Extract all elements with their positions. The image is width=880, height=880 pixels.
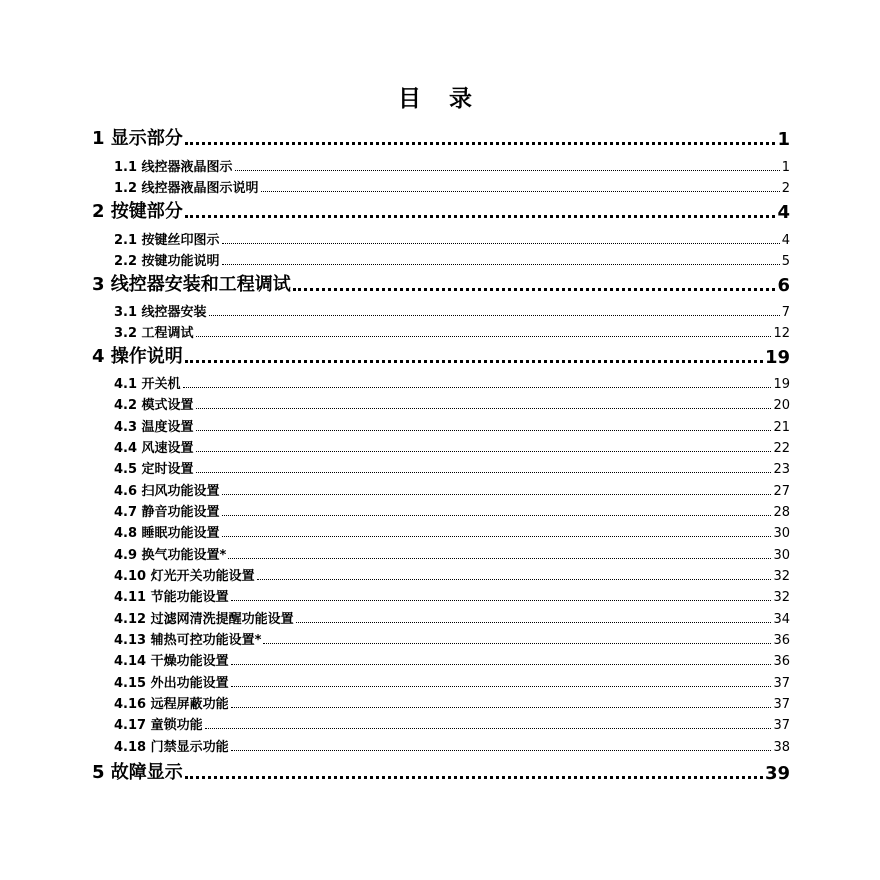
toc-entry-label: 4.2 模式设置 [114,398,194,413]
toc-page-number: 4 [781,233,790,248]
dot-leader [185,215,776,218]
toc-entry-label: 1.1 线控器液晶图示 [114,160,233,175]
toc-page-number: 28 [773,505,790,520]
toc-section-4-12[interactable] [114,607,790,627]
toc-entry-label: 4.3 温度设置 [114,420,194,435]
toc-page-number: 1 [781,160,790,175]
toc-page-number: 36 [773,633,790,648]
toc-chapter-4[interactable] [92,344,790,368]
toc-page-number: 38 [773,740,790,755]
toc-section-4-7[interactable] [114,500,790,520]
toc-entry-label: 4.7 静音功能设置 [114,505,220,520]
toc-entry-label: 4.9 换气功能设置* [114,548,227,563]
toc-section-4-17[interactable] [114,713,790,733]
toc-page-number: 19 [764,347,790,368]
toc-page-number: 37 [773,697,790,712]
toc-entry-label: 4.12 过滤网清洗提醒功能设置 [114,612,294,627]
page-title: 目 录 [397,86,482,112]
dot-leader [257,579,772,580]
dot-leader [293,288,776,291]
dot-leader [183,387,772,388]
toc-page-number: 30 [773,526,790,541]
dot-leader [196,451,772,452]
toc-chapter-5[interactable] [92,760,790,784]
toc-chapter-1[interactable] [92,126,790,150]
toc-entry-label: 4.14 干燥功能设置 [114,654,229,669]
toc-page-number: 4 [777,202,790,223]
toc-page-number: 6 [777,275,790,296]
toc-page-number: 23 [773,462,790,477]
toc-chapter-2[interactable] [92,199,790,223]
toc-page-number: 37 [773,718,790,733]
toc-section-4-1[interactable] [114,372,790,392]
toc-page-number: 30 [773,548,790,563]
dot-leader [263,643,771,644]
toc-page-number: 7 [781,305,790,320]
toc-page-number: 32 [773,590,790,605]
toc-page-number: 27 [773,484,790,499]
toc-entry-label: 4.8 睡眠功能设置 [114,526,220,541]
dot-leader [235,170,780,171]
toc-entry-label: 4.17 童锁功能 [114,718,203,733]
toc-section-3-2[interactable] [114,321,790,341]
toc-entry-label: 4.13 辅热可控功能设置* [114,633,262,648]
toc-entry-label: 3.1 线控器安装 [114,305,207,320]
toc-page-number: 39 [764,763,790,784]
dot-leader [205,728,772,729]
toc-section-2-1[interactable] [114,228,790,248]
toc-section-4-2[interactable] [114,393,790,413]
toc-section-4-6[interactable] [114,479,790,499]
toc-page-number: 5 [781,254,790,269]
toc-page-number: 22 [773,441,790,456]
toc-chapter-3[interactable] [92,272,790,296]
dot-leader [231,707,772,708]
dot-leader [222,515,772,516]
dot-leader [231,664,772,665]
toc-page-number: 20 [773,398,790,413]
dot-leader [222,243,780,244]
dot-leader [185,776,763,779]
toc-section-4-4[interactable] [114,436,790,456]
dot-leader [209,315,780,316]
toc-entry-label: 4.4 风速设置 [114,441,194,456]
toc-page-number: 36 [773,654,790,669]
toc-page-number: 32 [773,569,790,584]
dot-leader [231,686,772,687]
toc-entry-label: 4.11 节能功能设置 [114,590,229,605]
toc-section-4-16[interactable] [114,692,790,712]
toc-entry-label: 4.16 远程屏蔽功能 [114,697,229,712]
toc-entry-label: 4.15 外出功能设置 [114,676,229,691]
dot-leader [185,360,763,363]
toc-section-2-2[interactable] [114,249,790,269]
toc-page-number: 1 [777,129,790,150]
dot-leader [296,622,772,623]
toc-entry-label: 4.6 扫风功能设置 [114,484,220,499]
toc-entry-label: 5 故障显示 [92,762,183,783]
toc-section-4-18[interactable] [114,735,790,755]
dot-leader [196,336,772,337]
toc-section-4-3[interactable] [114,415,790,435]
toc-entry-label: 4.5 定时设置 [114,462,194,477]
toc-section-4-13[interactable] [114,628,790,648]
dot-leader [231,750,772,751]
toc-entry-label: 2.1 按键丝印图示 [114,233,220,248]
dot-leader [261,191,780,192]
dot-leader [196,472,772,473]
toc-section-4-8[interactable] [114,521,790,541]
toc-section-4-15[interactable] [114,671,790,691]
toc-entry-label: 3 线控器安装和工程调试 [92,274,291,295]
toc-entry-label: 2 按键部分 [92,201,183,222]
toc-page-number: 12 [773,326,790,341]
toc-section-4-10[interactable] [114,564,790,584]
toc-entry-label: 1 显示部分 [92,128,183,149]
dot-leader [196,430,772,431]
dot-leader [222,264,780,265]
toc-section-1-1[interactable] [114,155,790,175]
toc-page-number: 37 [773,676,790,691]
toc-entry-label: 3.2 工程调试 [114,326,194,341]
toc-section-4-11[interactable] [114,585,790,605]
toc-section-4-9[interactable] [114,543,790,563]
toc-entry-label: 1.2 线控器液晶图示说明 [114,181,259,196]
toc-entry-label: 4.1 开关机 [114,377,181,392]
dot-leader [228,558,771,559]
dot-leader [222,536,772,537]
toc-section-4-14[interactable] [114,649,790,669]
toc-page-number: 2 [781,181,790,196]
toc-section-1-2[interactable] [114,176,790,196]
toc-section-4-5[interactable] [114,457,790,477]
toc-page-number: 21 [773,420,790,435]
toc-entry-label: 4.18 门禁显示功能 [114,740,229,755]
dot-leader [185,142,776,145]
toc-entry-label: 4 操作说明 [92,346,183,367]
toc-page-number: 19 [773,377,790,392]
toc-section-3-1[interactable] [114,300,790,320]
toc-entry-label: 2.2 按键功能说明 [114,254,220,269]
dot-leader [231,600,772,601]
toc-page-number: 34 [773,612,790,627]
dot-leader [222,494,772,495]
toc-entry-label: 4.10 灯光开关功能设置 [114,569,255,584]
dot-leader [196,408,772,409]
